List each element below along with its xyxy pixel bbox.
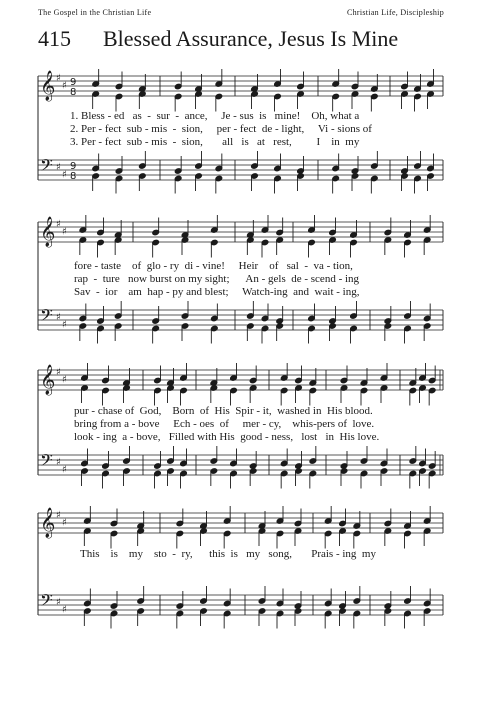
lyric-line: pur - chase of God, Born of His Spir - it, washed in His blood. bbox=[74, 405, 373, 417]
bass-clef: 𝄢 bbox=[40, 305, 53, 329]
time-signature-bottom: 8 bbox=[70, 87, 77, 98]
treble-clef: 𝄞 bbox=[40, 508, 56, 538]
hymn-number: 415 bbox=[38, 26, 71, 51]
hymn-title: Blessed Assurance, Jesus Is Mine bbox=[103, 26, 399, 51]
running-header-left: The Gospel in the Christian Life bbox=[38, 8, 152, 17]
lyric-line: 1. Bless - ed as - sur - ance, Je - sus is mine! Oh, what a bbox=[70, 110, 360, 122]
time-signature-top: 9 bbox=[70, 161, 77, 172]
key-sharp-c: ♯ bbox=[62, 464, 67, 476]
key-sharp-c: ♯ bbox=[62, 80, 67, 92]
lyric-line: look - ing a - bove, Filled with His good - ness, lost in His love. bbox=[74, 431, 380, 443]
lyric-line: 3. Per - fect sub - mis - sion, all is at rest, I in my bbox=[70, 136, 360, 148]
key-sharp-f: ♯ bbox=[56, 457, 61, 468]
treble-clef: 𝄞 bbox=[40, 71, 56, 101]
running-header-right: Christian Life, Discipleship bbox=[346, 8, 444, 17]
key-sharp-f: ♯ bbox=[56, 510, 61, 521]
key-sharp-c: ♯ bbox=[62, 169, 67, 181]
time-signature-bottom: 8 bbox=[70, 171, 77, 182]
key-sharp-f: ♯ bbox=[56, 312, 61, 323]
treble-clef: 𝄞 bbox=[40, 217, 56, 247]
time-signature-top: 9 bbox=[70, 77, 77, 88]
lyric-line: Sav - ior am hap - py and blest; Watch-ing and wait - ing, bbox=[74, 286, 360, 298]
key-sharp-f: ♯ bbox=[56, 597, 61, 608]
key-sharp-c: ♯ bbox=[62, 604, 67, 616]
key-sharp-c: ♯ bbox=[62, 319, 67, 331]
key-sharp-f: ♯ bbox=[56, 162, 61, 173]
key-sharp-c: ♯ bbox=[62, 374, 67, 386]
key-sharp-f: ♯ bbox=[56, 367, 61, 378]
key-sharp-f: ♯ bbox=[56, 219, 61, 230]
lyric-line: 2. Per - fect sub - mis - sion, per - fect de - light, Vi - sions of bbox=[70, 123, 372, 135]
lyric-line: This is my sto - ry, this is my song, Prais - ing my bbox=[80, 548, 376, 560]
bass-clef: 𝄢 bbox=[40, 450, 53, 474]
bass-clef: 𝄢 bbox=[40, 155, 53, 179]
lyric-line: fore - taste of glo - ry di - vine! Heir of sal - va - tion, bbox=[74, 260, 353, 272]
key-sharp-f: ♯ bbox=[56, 73, 61, 84]
treble-clef: 𝄞 bbox=[40, 365, 56, 395]
lyric-line: bring from a - bove Ech - oes of mer - cy, whis-pers of love. bbox=[74, 418, 375, 430]
key-sharp-c: ♯ bbox=[62, 226, 67, 238]
lyric-line: rap - ture now burst on my sight; An - gels de - scend - ing bbox=[74, 273, 360, 285]
key-sharp-c: ♯ bbox=[62, 517, 67, 529]
bass-clef: 𝄢 bbox=[40, 590, 53, 614]
